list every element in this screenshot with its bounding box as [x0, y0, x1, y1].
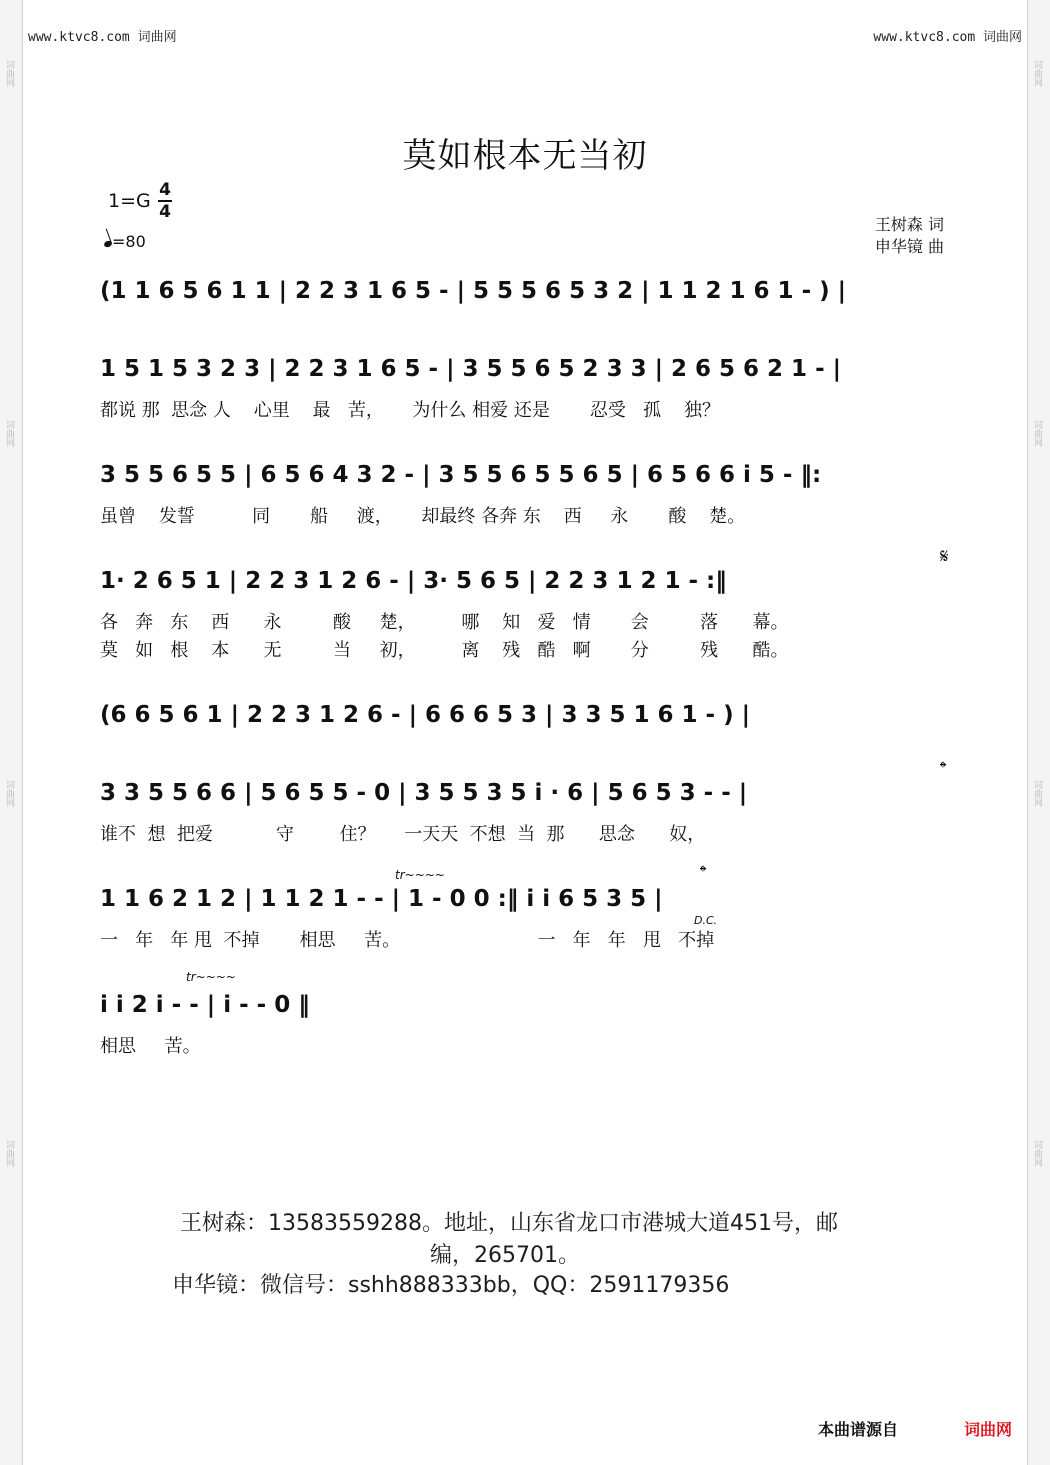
- lyric-line-5: 谁不 想 把爱 守 住？ 一天天 不想 当 那 思念 奴，: [100, 824, 706, 845]
- trill-mark-2: tr~~~~: [186, 970, 236, 984]
- tempo-value: =80: [112, 232, 146, 251]
- song-title: 莫如根本无当初: [402, 136, 648, 176]
- lyric-line-4: 莫 如 根 本 无 当 初， 离 残 酷 啊 分 残 酷。: [100, 640, 789, 661]
- header-site-link-left[interactable]: www.ktvc8.com 词曲网: [28, 30, 177, 45]
- score-line-1: (1 1 6 5 6 1 1 | 2 2 3 1 6 5 - | 5 5 5 6 5 3 2 | 1 1 2 1 6 1 - ) |: [100, 278, 847, 304]
- dc-mark: D.C.: [694, 914, 718, 927]
- score-line-3: 3 5 5 6 5 5 | 6 5 6 4 3 2 - | 3 5 5 6 5 5 6 5 | 6 5 6 6 i 5 - ‖:: [100, 462, 822, 488]
- left-margin-strip: [0, 0, 23, 1465]
- lyricist-credit: 王树森 词: [874, 215, 944, 234]
- lyric-line-3: 各 奔 东 西 永 酸 楚， 哪 知 爱 情 会 落 幕。: [100, 612, 789, 633]
- footer-source-site[interactable]: 词曲网: [964, 1420, 1013, 1439]
- trill-mark: tr~~~~: [395, 868, 445, 882]
- side-watermark: 词曲网: [1032, 1140, 1042, 1167]
- header-site-link-right[interactable]: www.ktvc8.com 词曲网: [873, 30, 1022, 45]
- side-watermark: 词曲网: [4, 60, 14, 87]
- side-watermark: 词曲网: [1032, 780, 1042, 807]
- time-signature: [158, 180, 172, 222]
- key-signature: 1=G: [108, 190, 151, 212]
- score-line-7: 1 1 6 2 1 2 | 1 1 2 1 - - | 1 - 0 0 :‖ i i 6 5 3 5 |: [100, 886, 663, 912]
- contact-line-3: 申华镜：微信号：sshh888333bb，QQ：2591179356: [172, 1273, 730, 1298]
- coda-mark: 𝄌: [940, 758, 947, 779]
- coda-mark-2: 𝄌: [700, 862, 707, 883]
- side-watermark: 词曲网: [1032, 420, 1042, 447]
- time-numerator: 4: [159, 180, 171, 200]
- segno-mark: 𝄋: [940, 544, 949, 568]
- lyric-line-1: 都说 那 思念 人 心里 最 苦， 为什么 相爱 还是 忍受 孤 独？: [100, 400, 720, 421]
- score-line-8: i i 2 i - - | i - - 0 ‖: [100, 992, 310, 1018]
- footer-source-label: 本曲谱源自: [818, 1420, 899, 1439]
- composer-credit: 申华镜 曲: [874, 237, 944, 256]
- lyric-line-2: 虽曾 发誓 同 船 渡， 却最终 各奔 东 西 永 酸 楚。: [100, 506, 746, 527]
- score-line-4: 1· 2 6 5 1 | 2 2 3 1 2 6 - | 3· 5 6 5 | 2 2 3 1 2 1 - :‖: [100, 568, 727, 594]
- side-watermark: 词曲网: [1032, 60, 1042, 87]
- contact-line-1: 王树森：13583559288。地址，山东省龙口市港城大道451号，邮: [180, 1211, 838, 1236]
- side-watermark: 词曲网: [4, 1140, 14, 1167]
- time-denominator: 4: [159, 202, 171, 222]
- tempo-marking: [104, 232, 146, 251]
- contact-line-2: 编，265701。: [430, 1243, 580, 1268]
- score-line-2: 1 5 1 5 3 2 3 | 2 2 3 1 6 5 - | 3 5 5 6 5 2 3 3 | 2 6 5 6 2 1 - |: [100, 356, 842, 382]
- side-watermark: 词曲网: [4, 420, 14, 447]
- side-watermark: 词曲网: [4, 780, 14, 807]
- right-margin-strip: [1027, 0, 1050, 1465]
- lyric-line-7: 相思 苦。: [100, 1036, 201, 1057]
- score-line-6: 3 3 5 5 6 6 | 5 6 5 5 - 0 | 3 5 5 3 5 i · 6 | 5 6 5 3 - - |: [100, 780, 748, 806]
- score-line-5: (6 6 5 6 1 | 2 2 3 1 2 6 - | 6 6 6 5 3 | 3 3 5 1 6 1 - ) |: [100, 702, 750, 728]
- lyric-line-6: 一 年 年 甩 不掉 相思 苦。 一 年 年 甩 不掉: [100, 930, 715, 951]
